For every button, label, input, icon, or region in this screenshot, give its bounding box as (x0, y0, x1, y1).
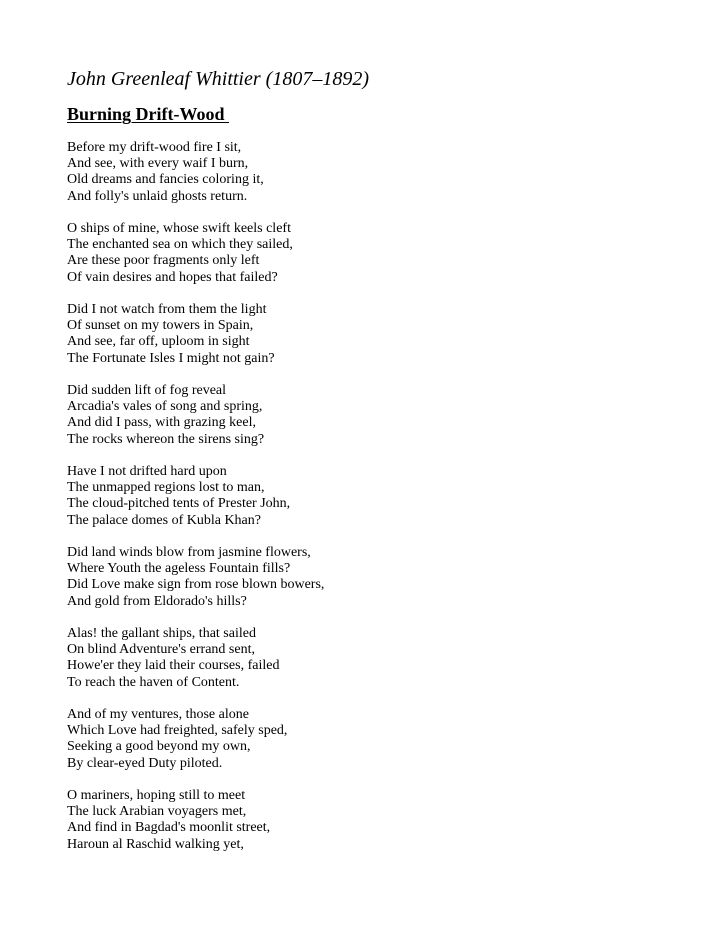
poem-line: Of vain desires and hopes that failed? (67, 269, 278, 285)
poem-line: Did I not watch from them the light (67, 302, 267, 317)
poem-line: Are these poor fragments only left (67, 253, 260, 269)
poem-title: Burning Drift-Wood (67, 104, 230, 124)
stanza (67, 626, 687, 691)
poem-line: The unmapped regions lost to man, (67, 480, 265, 496)
poem-line: Seeking a good beyond my own, (67, 739, 251, 755)
poem-line: Did land winds blow from jasmine flowers, (67, 545, 311, 560)
poem-body (67, 140, 687, 853)
poem-line: The palace domes of Kubla Khan? (67, 512, 261, 528)
poem-line: And find in Bagdad's moonlit street, (67, 820, 271, 836)
poem-line: Which Love had freighted, safely sped, (67, 723, 288, 739)
poem-line: Howe'er they laid their courses, failed (67, 658, 280, 674)
poem-line: Haroun al Raschid walking yet, (67, 836, 244, 852)
stanza (67, 545, 687, 610)
poem-line: Alas! the gallant ships, that sailed (67, 626, 256, 641)
poem-line: The rocks whereon the sirens sing? (67, 431, 265, 447)
poem-line: O mariners, hoping still to meet (67, 788, 246, 803)
poem-line: By clear-eyed Duty piloted. (67, 755, 223, 771)
poem-line: And did I pass, with grazing keel, (67, 415, 256, 431)
poem-line: To reach the haven of Content. (67, 674, 240, 690)
poem-line: On blind Adventure's errand sent, (67, 642, 255, 658)
poem-line: Before my drift-wood fire I sit, (67, 140, 242, 155)
stanza (67, 464, 687, 529)
stanza (67, 302, 687, 367)
stanza (67, 788, 687, 853)
poem-line: The enchanted sea on which they sailed, (67, 237, 293, 253)
poem-line: And see, with every waif I burn, (67, 156, 249, 172)
poem-line: Did sudden lift of fog reveal (67, 383, 227, 398)
stanza (67, 383, 687, 448)
poem-line: And folly's unlaid ghosts return. (67, 188, 248, 204)
poem-line: The Fortunate Isles I might not gain? (67, 350, 275, 366)
stanza (67, 707, 687, 772)
poem-line: Arcadia's vales of song and spring, (67, 399, 263, 415)
poem-line: Of sunset on my towers in Spain, (67, 318, 254, 334)
stanza (67, 221, 687, 286)
poem-line: And see, far off, uploom in sight (67, 334, 250, 350)
poem-line: The luck Arabian voyagers met, (67, 804, 247, 820)
poem-line: Old dreams and fancies coloring it, (67, 172, 264, 188)
poem-line: The cloud-pitched tents of Prester John, (67, 496, 291, 512)
author-heading: John Greenleaf Whittier (1807–1892) (67, 68, 369, 90)
stanza (67, 140, 687, 205)
poem-line: And gold from Eldorado's hills? (67, 593, 247, 609)
poem-line: And of my ventures, those alone (67, 707, 249, 722)
document-page (67, 66, 687, 869)
poem-line: O ships of mine, whose swift keels cleft (67, 221, 291, 236)
poem-line: Did Love make sign from rose blown bowers, (67, 577, 325, 593)
poem-line: Have I not drifted hard upon (67, 464, 227, 479)
poem-line: Where Youth the ageless Fountain fills? (67, 561, 291, 577)
